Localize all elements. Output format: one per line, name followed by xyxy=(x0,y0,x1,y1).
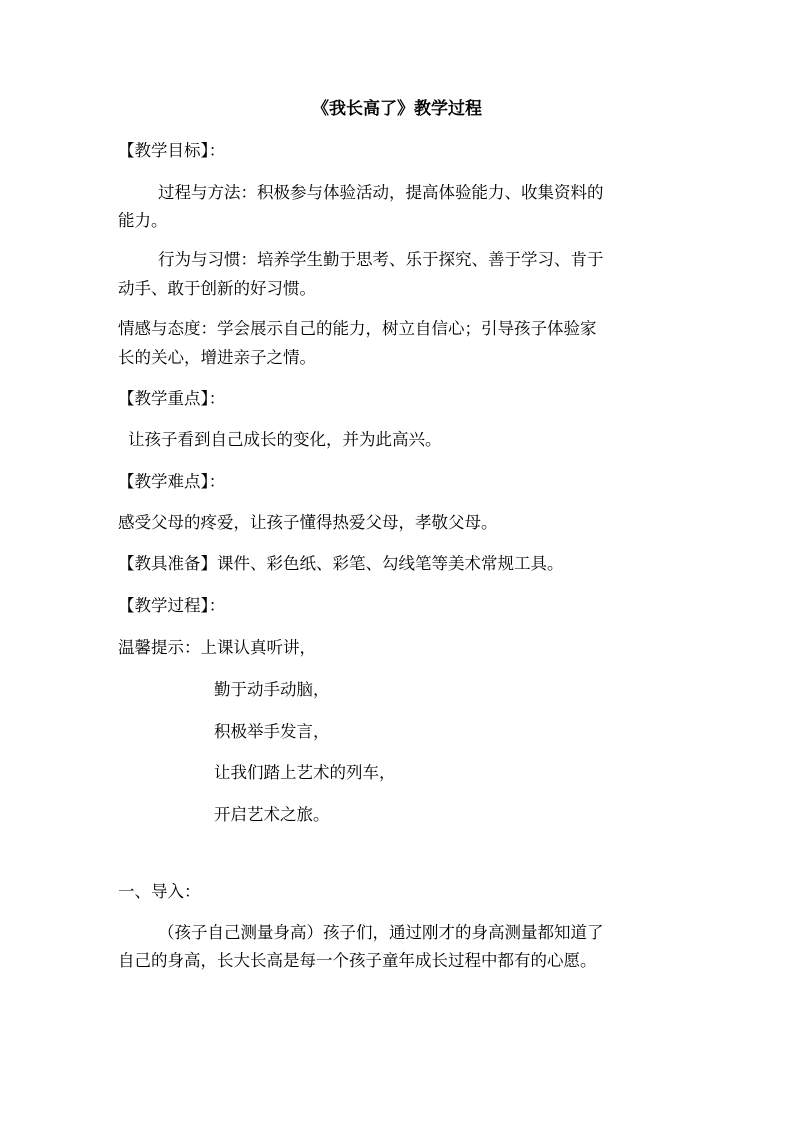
process-method-line1: 过程与方法：积极参与体验活动，提高体验能力、收集资料的 xyxy=(158,183,604,202)
behavior-line1: 行为与习惯：培养学生勤于思考、乐于探究、善于学习、肯于 xyxy=(158,250,604,269)
tip-line-4: 让我们踏上艺术的列车， xyxy=(214,763,396,782)
emotion-line2: 长的关心，增进亲子之情。 xyxy=(118,348,316,367)
intro-heading: 一、导入： xyxy=(118,882,201,901)
goals-heading: 【教学目标】： xyxy=(118,141,226,160)
key-heading: 【教学重点】： xyxy=(118,389,226,408)
tip-line-1: 温馨提示：上课认真听讲， xyxy=(118,638,316,657)
difficulty-text: 感受父母的疼爱，让孩子懂得热爱父母，孝敬父母。 xyxy=(118,513,498,532)
intro-line2: 自己的身高，长大长高是每一个孩子童年成长过程中都有的心愿。 xyxy=(118,951,597,970)
tip-line-5: 开启艺术之旅。 xyxy=(214,805,330,824)
intro-line1: （孩子自己测量身高）孩子们，通过刚才的身高测量都知道了 xyxy=(158,923,604,942)
tip-line-2: 勤于动手动脑， xyxy=(214,680,330,699)
tip-line-3: 积极举手发言， xyxy=(214,722,330,741)
key-text: 让孩子看到自己成长的变化，并为此高兴。 xyxy=(128,430,442,449)
behavior-line2: 动手、敢于创新的好习惯。 xyxy=(118,279,316,298)
difficulty-heading: 【教学难点】： xyxy=(118,472,226,491)
tools-text: 【教具准备】课件、彩色纸、彩笔、勾线笔等美术常规工具。 xyxy=(118,554,564,573)
emotion-line1: 情感与态度：学会展示自己的能力，树立自信心；引导孩子体验家 xyxy=(118,319,597,338)
process-method-line2: 能力。 xyxy=(118,211,168,230)
process-heading: 【教学过程】： xyxy=(118,596,226,615)
document-title: 《我长高了》教学过程 xyxy=(312,99,482,119)
